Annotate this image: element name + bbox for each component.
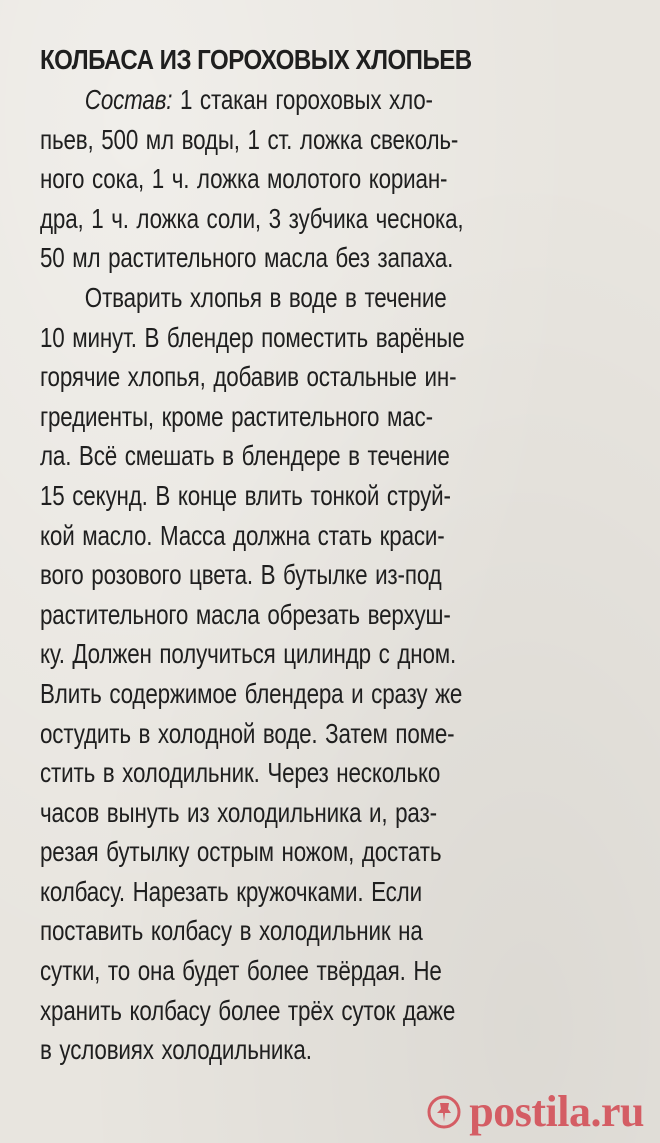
text-line: ку. Должен получиться цилиндр с дном. [40,638,457,670]
text-line: пьев, 500 мл воды, 1 ст. ложка свеколь- [40,123,459,155]
text-line: сутки, то она будет более твёрдая. Не [40,955,442,987]
text-line: ного сока, 1 ч. ложка молотого кориан- [40,163,448,195]
text-line: горячие хлопья, добавив остальные ин- [40,361,457,393]
text-line: хранить колбасу более трёх суток даже [40,994,456,1026]
text-line: остудить в холодной воде. Затем поме- [40,717,455,749]
composition-label: Состав: [84,84,173,115]
text-line: 15 секунд. В конце влить тонкой струй- [40,479,451,511]
text-line: вого розового цвета. В бутылке из-под [40,559,442,591]
text-line: растительного масла обрезать верхуш- [40,598,451,630]
text-line [40,80,504,120]
text-line: дра, 1 ч. ложка соли, 3 зубчика чеснока, [40,202,464,234]
text-line: колбасу. Нарезать кружочками. Если [40,875,422,907]
text-line: 10 минут. В блендер поместить варёные [40,321,465,353]
text-line: стить в холодильник. Через несколько [40,757,441,789]
text-line: ла. Всё смешать в блендере в течение [40,440,450,472]
pin-icon [427,1095,461,1129]
text-line: Отварить хлопья в воде в течение [84,281,447,313]
text-line: в условиях холодильника. [40,1034,312,1066]
text-line: Влить содержимое блендера и сразу же [40,677,463,709]
text-line: 50 мл растительного масла без запаха. [40,242,454,274]
text-line: гредиенты, кроме растительного мас- [40,400,433,432]
text-line: поставить колбасу в холодильник на [40,915,423,947]
watermark-text: postila.ru [469,1087,644,1136]
recipe-article [40,40,620,1070]
text-line: кой масло. Масса должна стать краси- [40,519,445,551]
postila-watermark [427,1086,644,1137]
text-line: часов вынуть из холодильника и, раз- [40,796,437,828]
text-line: резая бутылку острым ножом, достать [40,836,442,868]
article-title: КОЛБАСА ИЗ ГОРОХОВЫХ ХЛОПЬЕВ [40,44,472,75]
composition-text: 1 стакан гороховых хло- [172,84,433,115]
